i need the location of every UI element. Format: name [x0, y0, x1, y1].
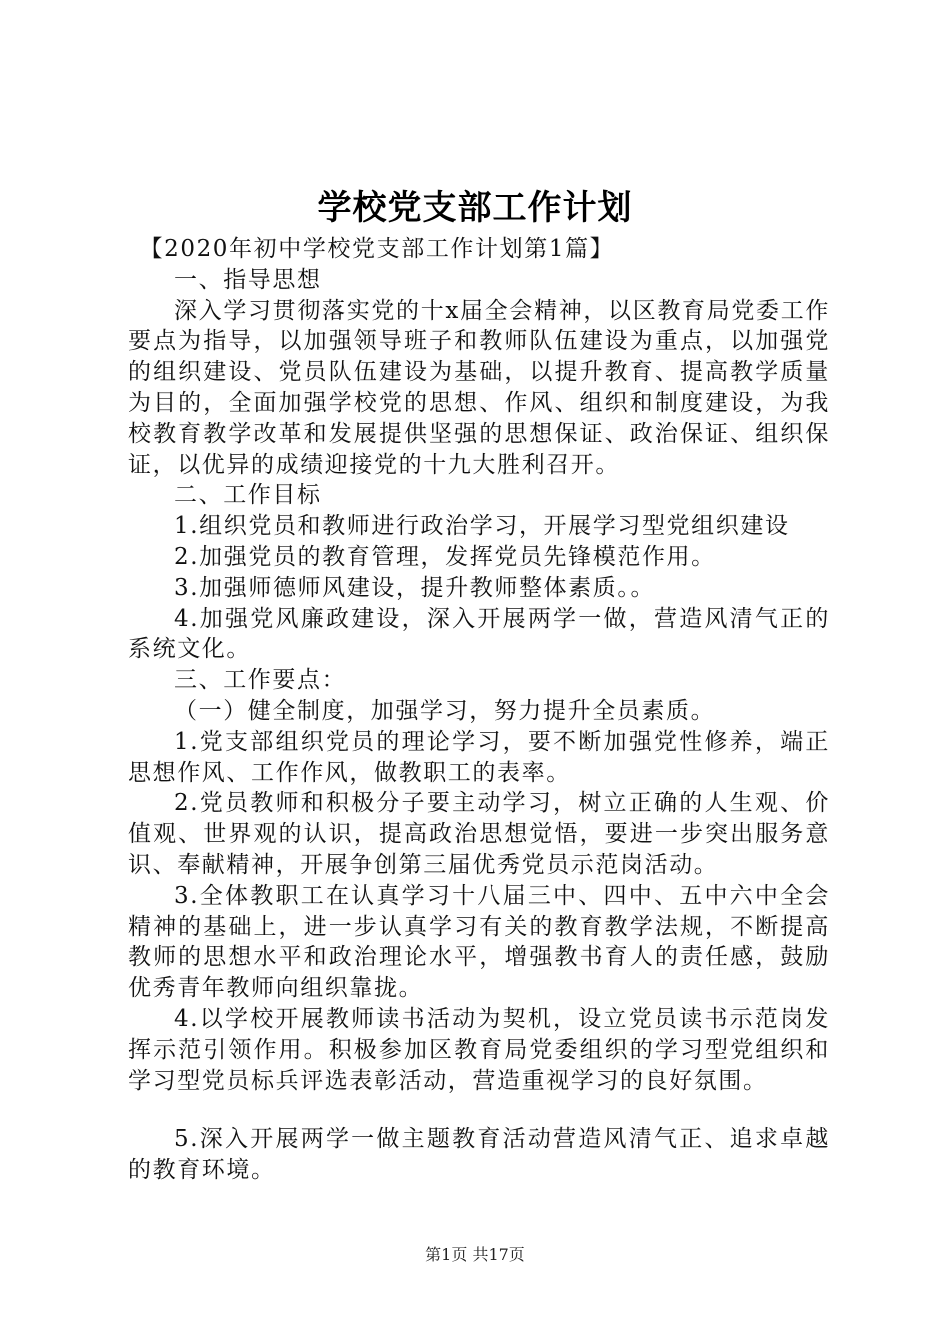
paragraph: 二、工作目标	[174, 482, 322, 509]
document-body	[128, 234, 830, 1186]
paragraph: 4.以学校开展教师读书活动为契机，设立党员读书示范岗发挥示范引领作用。积极参加区教育局党委组织的学习型党组织和学习型党员标兵评选表彰活动，营造重视学习的良好氛围。	[128, 1005, 830, 1094]
paragraph: 5.深入开展两学一做主题教育活动营造风清气正、追求卓越的教育环境。	[128, 1126, 830, 1184]
paragraph: 【2020年初中学校党支部工作计划第1篇】	[139, 236, 615, 262]
paragraph: 2.加强党员的教育管理，发挥党员先锋模范作用。	[174, 543, 716, 570]
paragraph: 1.组织党员和教师进行政治学习，开展学习型党组织建设	[174, 513, 790, 540]
paragraph: 4.加强党风廉政建设，深入开展两学一做，营造风清气正的系统文化。	[128, 605, 830, 663]
paragraph: 深入学习贯彻落实党的十x届全会精神，以区教育局党委工作要点为指导，以加强领导班子和教师队伍建设为重点，以加强党的组织建设、党员队伍建设为基础，以提升教育、提高教学质量为目的，全面加强学校党的思想、作风、组织和制度建设，为我校教育教学改革和发展提供坚强的思想保证、政治保证、组织保证，以优异的成绩迎接党的十九大胜利召开。	[128, 297, 830, 478]
paragraph: 一、指导思想	[174, 266, 322, 293]
page-number: 第1页 共17页	[425, 1245, 525, 1264]
paragraph: 3.全体教职工在认真学习十八届三中、四中、五中六中全会精神的基础上，进一步认真学习有关的教育教学法规，不断提高教师的思想水平和政治理论水平，增强教书育人的责任感，鼓励优秀青年教师向组织靠拢。	[128, 882, 830, 1002]
paragraph: 3.加强师德师风建设，提升教师整体素质。。	[174, 574, 656, 601]
paragraph: 1.党支部组织党员的理论学习，要不断加强党性修养，端正思想作风、工作作风，做教职工的表率。	[128, 728, 830, 786]
paragraph: （一）健全制度，加强学习，努力提升全员素质。	[174, 697, 716, 724]
paragraph: 2.党员教师和积极分子要主动学习，树立正确的人生观、价值观、世界观的认识，提高政治思想觉悟，要进一步突出服务意识、奉献精神，开展争创第三届优秀党员示范岗活动。	[128, 790, 830, 878]
document-title: 学校党支部工作计划	[317, 188, 633, 228]
paragraph: 三、工作要点：	[174, 667, 347, 694]
